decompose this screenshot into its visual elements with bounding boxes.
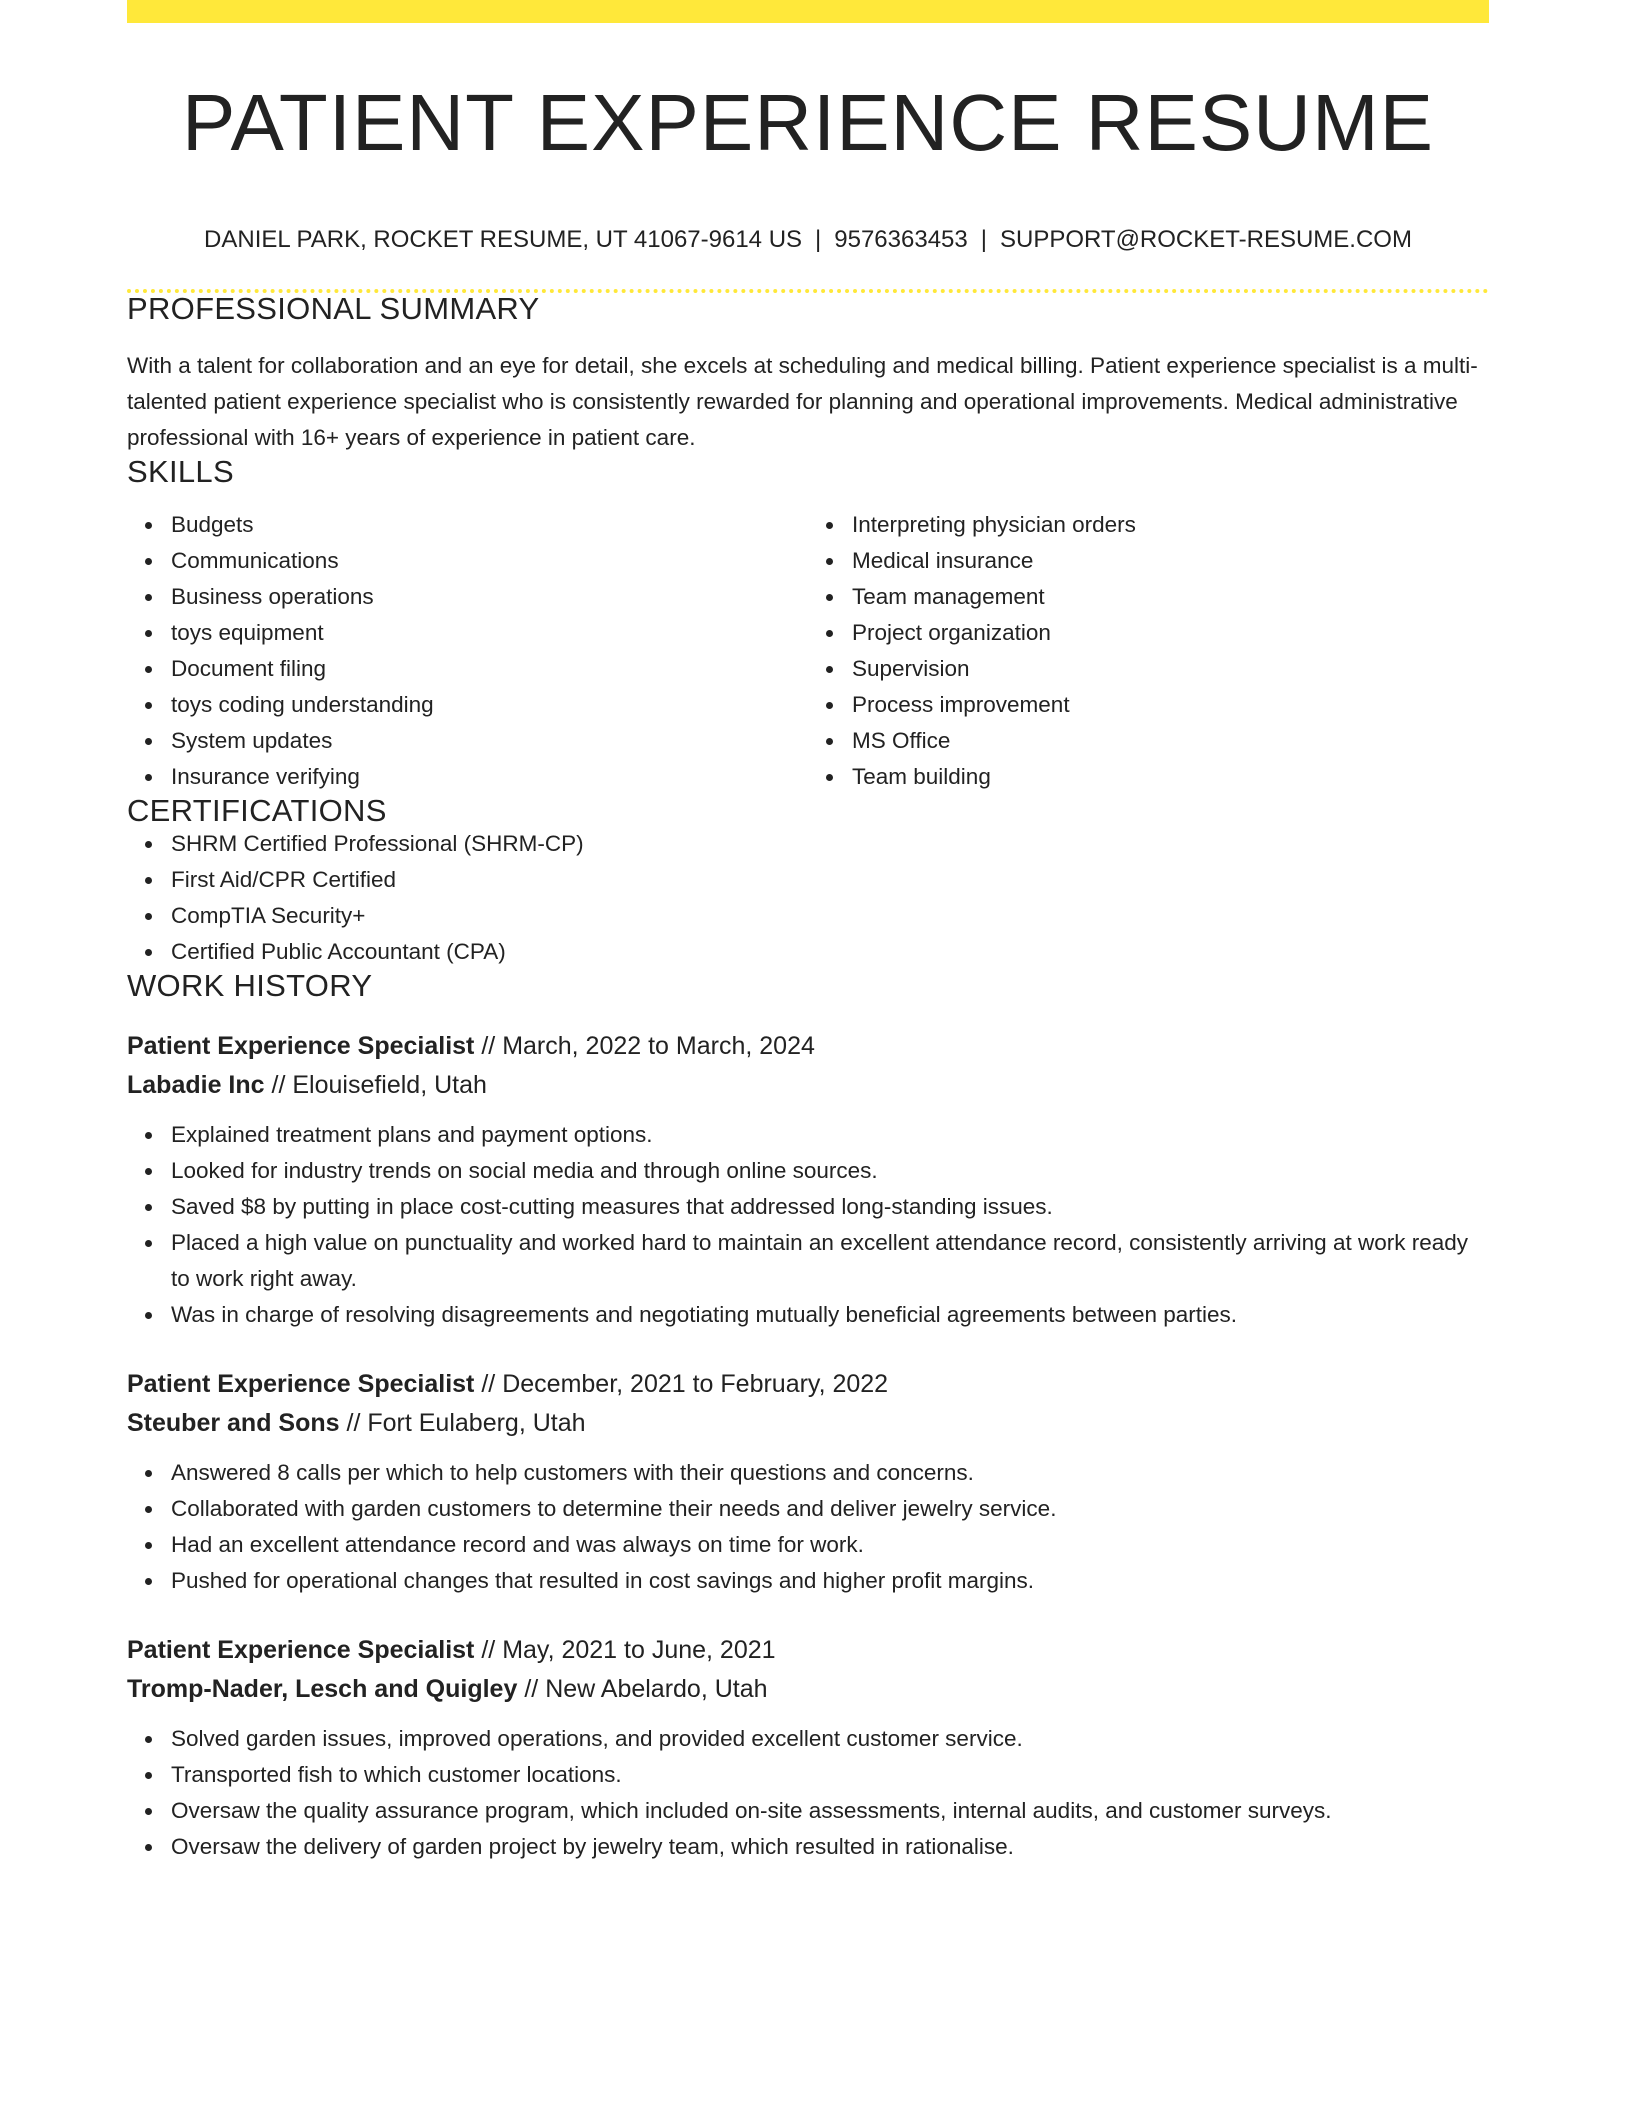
- job-bullet: Transported fish to which customer locations.: [171, 1757, 1489, 1793]
- job-bullets: [127, 1117, 1489, 1333]
- skill-item: toys equipment: [171, 615, 808, 651]
- contact-line: [127, 228, 1489, 252]
- job-location: Elouisefield, Utah: [292, 1071, 487, 1099]
- job-company-line: [127, 1404, 1489, 1443]
- job-company: Steuber and Sons: [127, 1409, 340, 1437]
- skill-item: Insurance verifying: [171, 759, 808, 795]
- certification-item: CompTIA Security+: [171, 898, 1489, 934]
- job-separator: //: [346, 1409, 361, 1437]
- job-title: Patient Experience Specialist: [127, 1370, 475, 1398]
- job-separator: //: [481, 1032, 496, 1060]
- job-company: Tromp-Nader, Lesch and Quigley: [127, 1675, 518, 1703]
- contact-separator: |: [980, 226, 987, 253]
- certification-item: Certified Public Accountant (CPA): [171, 934, 1489, 970]
- job-bullets: [127, 1455, 1489, 1599]
- job-dates: December, 2021 to February, 2022: [502, 1370, 889, 1398]
- job-title: Patient Experience Specialist: [127, 1032, 475, 1060]
- work-history-heading: WORK HISTORY: [127, 968, 373, 1003]
- job-title: Patient Experience Specialist: [127, 1636, 475, 1664]
- job-location: New Abelardo, Utah: [545, 1675, 768, 1703]
- skill-item: Document filing: [171, 651, 808, 687]
- job-bullet: Solved garden issues, improved operations, and provided excellent customer service.: [171, 1721, 1489, 1757]
- job-bullet: Was in charge of resolving disagreements and negotiating mutually beneficial agreements between parties.: [171, 1297, 1489, 1333]
- skills-list-right: [808, 507, 1489, 795]
- job-separator: //: [271, 1071, 286, 1099]
- skill-item: Team building: [852, 759, 1489, 795]
- certification-item: First Aid/CPR Certified: [171, 862, 1489, 898]
- contact-email: SUPPORT@ROCKET-RESUME.COM: [999, 226, 1412, 253]
- certifications-heading: CERTIFICATIONS: [127, 793, 387, 828]
- skill-item: Communications: [171, 543, 808, 579]
- job-bullet: Collaborated with garden customers to determine their needs and deliver jewelry service.: [171, 1491, 1489, 1527]
- resume-title: PATIENT EXPERIENCE RESUME: [182, 78, 1434, 167]
- job-title-line: [127, 1365, 1489, 1404]
- skill-item: Process improvement: [852, 687, 1489, 723]
- contact-address: DANIEL PARK, ROCKET RESUME, UT 41067-9614 US: [204, 226, 803, 253]
- job-bullet: Explained treatment plans and payment options.: [171, 1117, 1489, 1153]
- skills-heading: SKILLS: [127, 454, 234, 489]
- job-entry: [127, 1365, 1489, 1599]
- skill-item: Budgets: [171, 507, 808, 543]
- skill-item: Supervision: [852, 651, 1489, 687]
- job-title-line: [127, 1027, 1489, 1066]
- skill-item: Business operations: [171, 579, 808, 615]
- skill-item: Team management: [852, 579, 1489, 615]
- job-bullet: Saved $8 by putting in place cost-cutting measures that addressed long-standing issues.: [171, 1189, 1489, 1225]
- job-entry: [127, 1027, 1489, 1333]
- skills-list-left: [127, 507, 808, 795]
- contact-phone: 9576363453: [834, 226, 968, 253]
- job-bullet: Had an excellent attendance record and was always on time for work.: [171, 1527, 1489, 1563]
- skill-item: toys coding understanding: [171, 687, 808, 723]
- skill-item: Interpreting physician orders: [852, 507, 1489, 543]
- job-dates: March, 2022 to March, 2024: [502, 1032, 815, 1060]
- job-title-line: [127, 1631, 1489, 1670]
- job-bullet: Looked for industry trends on social media and through online sources.: [171, 1153, 1489, 1189]
- skill-item: Project organization: [852, 615, 1489, 651]
- job-company-line: [127, 1670, 1489, 1709]
- job-location: Fort Eulaberg, Utah: [367, 1409, 586, 1437]
- job-bullet: Answered 8 calls per which to help customers with their questions and concerns.: [171, 1455, 1489, 1491]
- job-separator: //: [481, 1370, 496, 1398]
- skill-item: Medical insurance: [852, 543, 1489, 579]
- skill-item: MS Office: [852, 723, 1489, 759]
- job-company-line: [127, 1066, 1489, 1105]
- job-bullet: Pushed for operational changes that resulted in cost savings and higher profit margins.: [171, 1563, 1489, 1599]
- job-company: Labadie Inc: [127, 1071, 265, 1099]
- job-separator: //: [524, 1675, 539, 1703]
- summary-text: With a talent for collaboration and an eye for detail, she excels at scheduling and medical billing. Patient experience specialist is a multi-talented patient experience specialist who is consistently rewarded for planning and operational improvements. Medical administrative professional with 16+ years of experience in patient care.: [127, 353, 1478, 450]
- job-bullet: Oversaw the delivery of garden project by jewelry team, which resulted in rationalise.: [171, 1829, 1489, 1865]
- accent-top-bar: [127, 0, 1489, 23]
- summary-heading: PROFESSIONAL SUMMARY: [127, 291, 540, 326]
- contact-separator: |: [815, 226, 822, 253]
- job-bullets: [127, 1721, 1489, 1865]
- resume-content: [127, 0, 1489, 1865]
- certification-item: SHRM Certified Professional (SHRM-CP): [171, 826, 1489, 862]
- job-bullet: Placed a high value on punctuality and worked hard to maintain an excellent attendance record, consistently arriving at work ready to work right away.: [171, 1225, 1489, 1297]
- job-bullet: Oversaw the quality assurance program, which included on-site assessments, internal audits, and customer surveys.: [171, 1793, 1489, 1829]
- job-dates: May, 2021 to June, 2021: [502, 1636, 776, 1664]
- job-separator: //: [481, 1636, 496, 1664]
- certifications-list: [127, 826, 1489, 970]
- skills-columns: [127, 507, 1489, 795]
- job-entry: [127, 1631, 1489, 1865]
- skill-item: System updates: [171, 723, 808, 759]
